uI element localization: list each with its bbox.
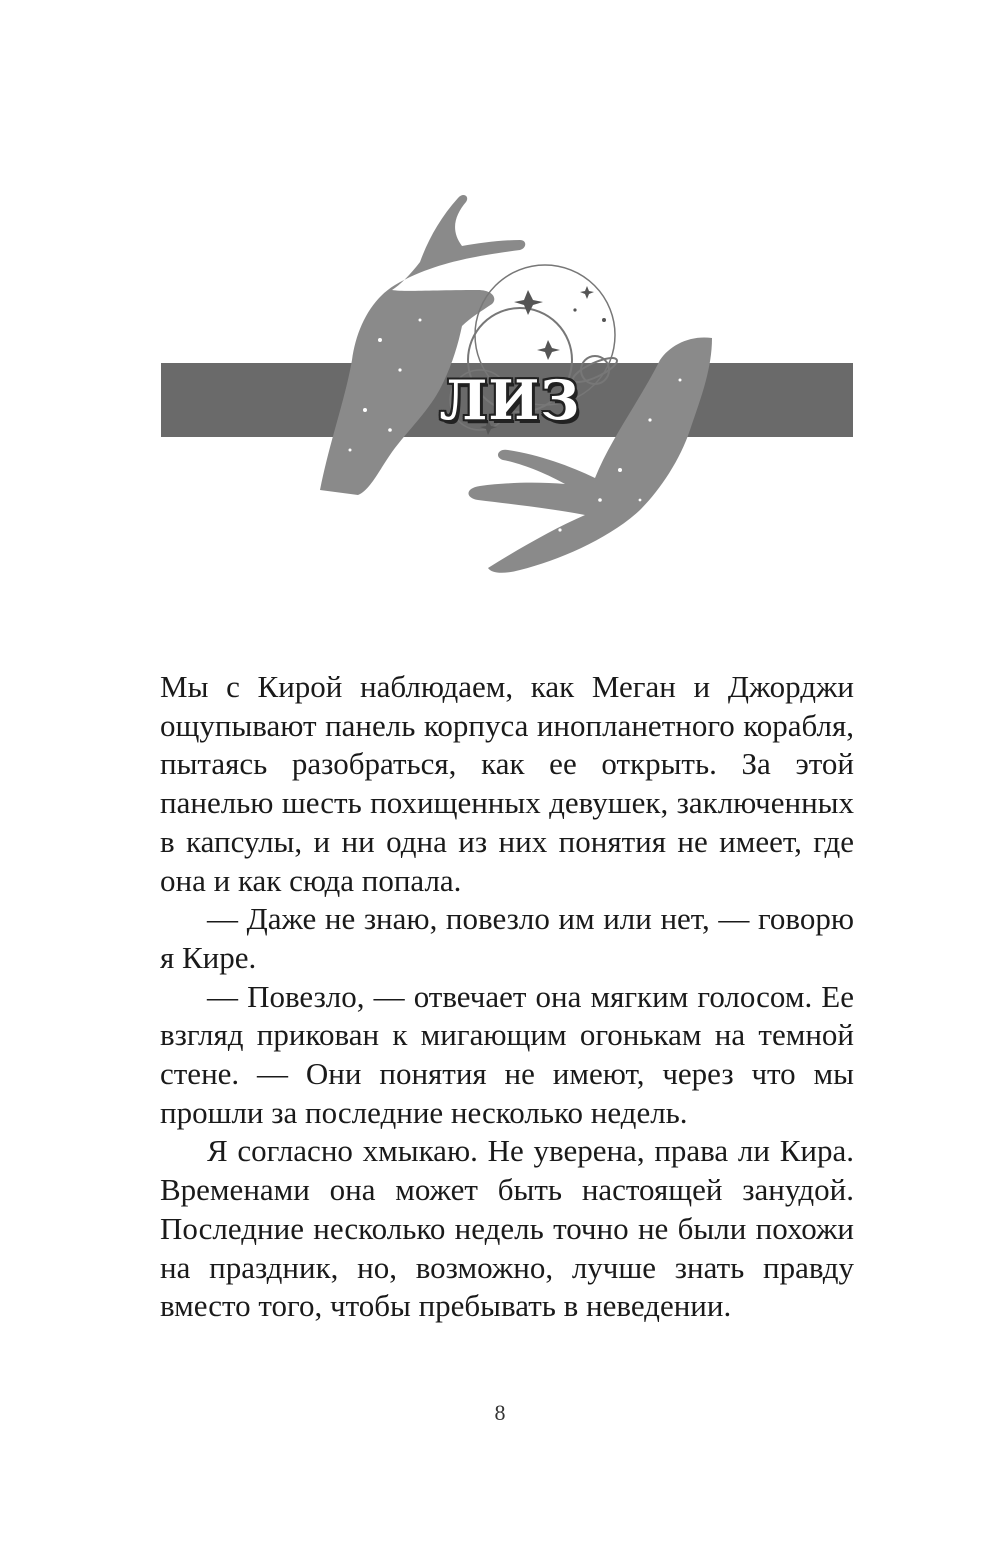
- paragraph: — Даже не знаю, повезло им или нет, — говорю я Кире.: [160, 901, 854, 975]
- paragraph: Мы с Кирой наблюдаем, как Меган и Джорджи ощупывают панель корпуса инопланетного корабля, пытаясь разобраться, как ее открыть. За этой панелью шесть похищенных девушек, заключенных в капсулы, и ни одна из них понятия не имеет, где она и как сюда попала.: [160, 669, 854, 898]
- paragraph: — Повезло, — отвечает она мягким голосом. Ее взгляд прикован к мигающим огонькам на темной стене. — Они понятия не имеют, через что мы прошли за последние несколько недель.: [160, 978, 854, 1130]
- hands-illustration: [0, 0, 1000, 620]
- chapter-title: ЛИЗ: [439, 368, 581, 432]
- page-number: 8: [494, 1400, 506, 1425]
- paragraph: Я согласно хмыкаю. Не уверена, права ли Кира. Временами она может быть настоящей занудой. Последние несколько недель точно не были похожи на праздник, но, возможно, лучше знать правду вместо того, чтобы пребывать в неведении.: [160, 1133, 854, 1324]
- body-text: [160, 668, 854, 1326]
